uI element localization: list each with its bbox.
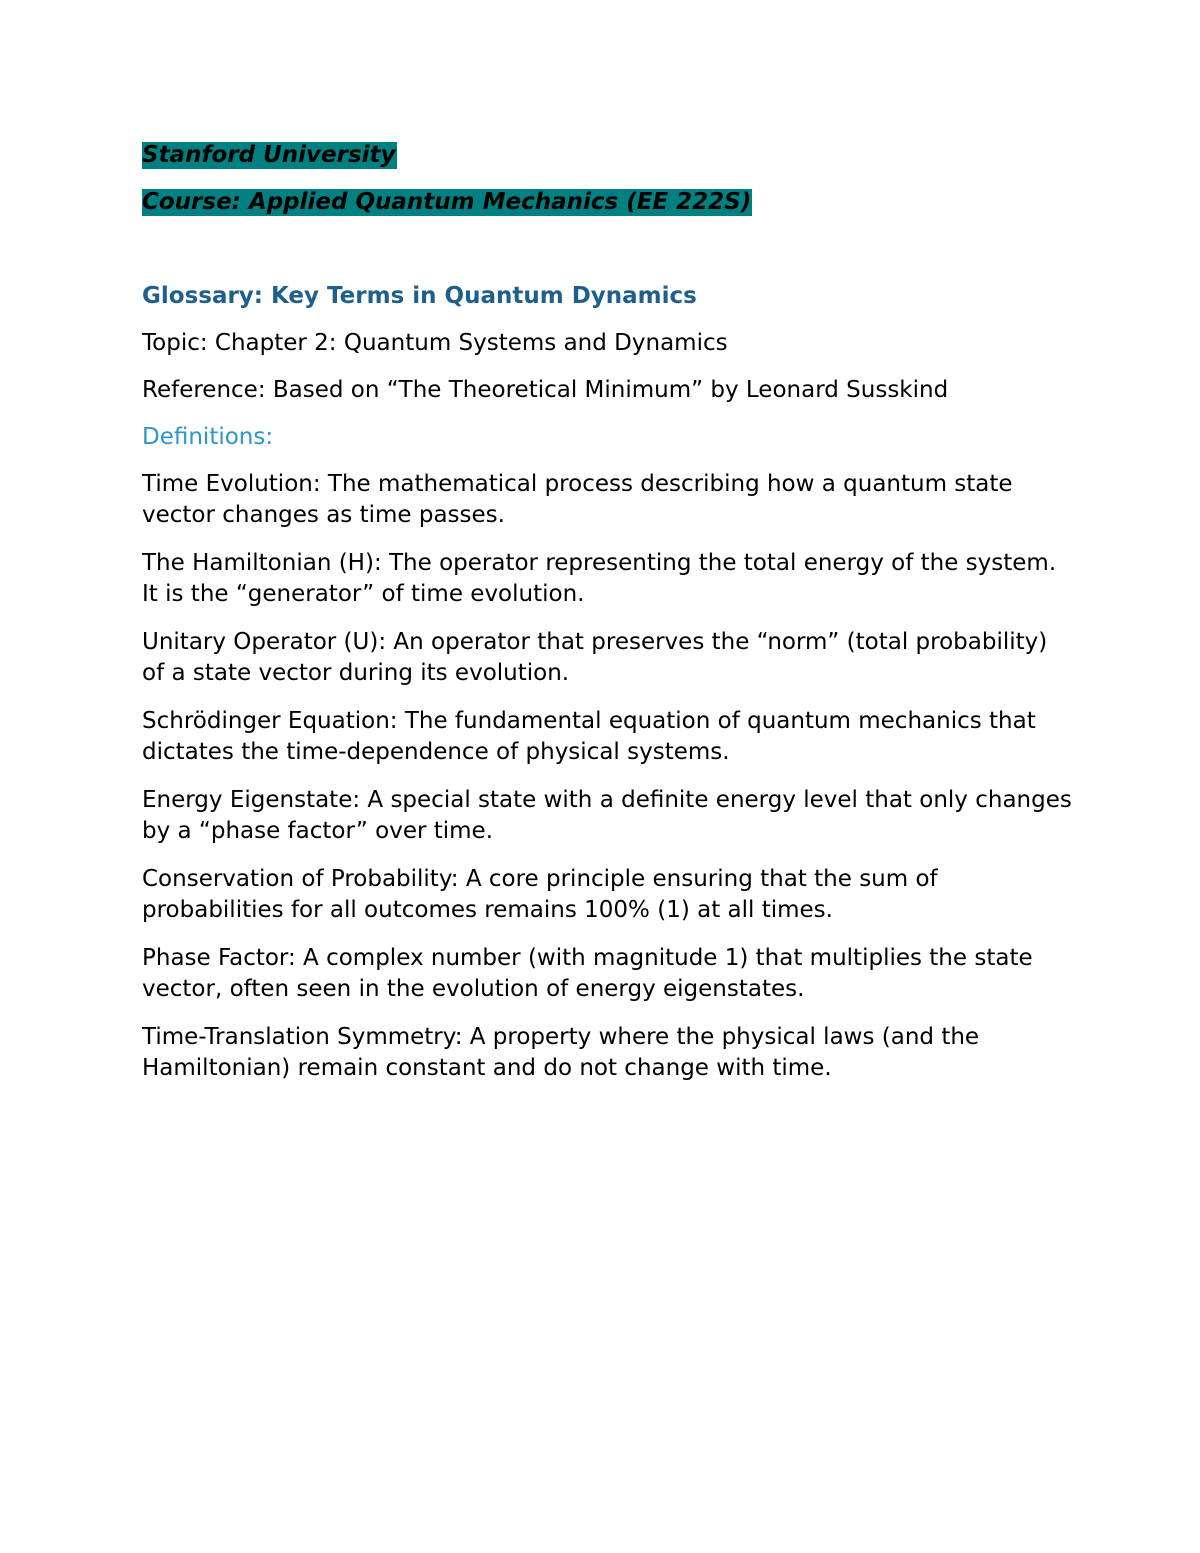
definition-conservation-of-probability: Conservation of Probability: A core principle ensuring that the sum of probabilities for all outcomes remains 100% (1) at all times.: [142, 866, 938, 923]
definition-schrodinger-equation: Schrödinger Equation: The fundamental equation of quantum mechanics that dictates the time-dependence of physical systems.: [142, 708, 1036, 765]
institution-name: Stanford University: [142, 142, 396, 168]
definitions-heading: Definitions:: [142, 424, 274, 450]
definition-unitary-operator: Unitary Operator (U): An operator that preserves the “norm” (total probability) of a state vector during its evolution.: [142, 629, 1048, 686]
document-page: [142, 140, 1072, 1101]
definition-hamiltonian: The Hamiltonian (H): The operator representing the total energy of the system. It is the “generator” of time evolution.: [142, 550, 1057, 607]
course-name: Course: Applied Quantum Mechanics (EE 222S): [142, 189, 752, 215]
definition-energy-eigenstate: Energy Eigenstate: A special state with a definite energy level that only changes by a “phase factor” over time.: [142, 787, 1072, 844]
course-line: [142, 187, 1072, 217]
definition-time-translation-symmetry: Time-Translation Symmetry: A property where the physical laws (and the Hamiltonian) remain constant and do not change with time.: [142, 1024, 980, 1081]
institution-line: [142, 140, 1072, 170]
topic-line: Topic: Chapter 2: Quantum Systems and Dynamics: [142, 330, 728, 356]
definition-phase-factor: Phase Factor: A complex number (with magnitude 1) that multiplies the state vector, often seen in the evolution of energy eigenstates.: [142, 945, 1033, 1002]
definition-time-evolution: Time Evolution: The mathematical process describing how a quantum state vector changes as time passes.: [142, 471, 1013, 528]
glossary-title: Glossary: Key Terms in Quantum Dynamics: [142, 283, 697, 309]
reference-line: Reference: Based on “The Theoretical Minimum” by Leonard Susskind: [142, 377, 949, 403]
